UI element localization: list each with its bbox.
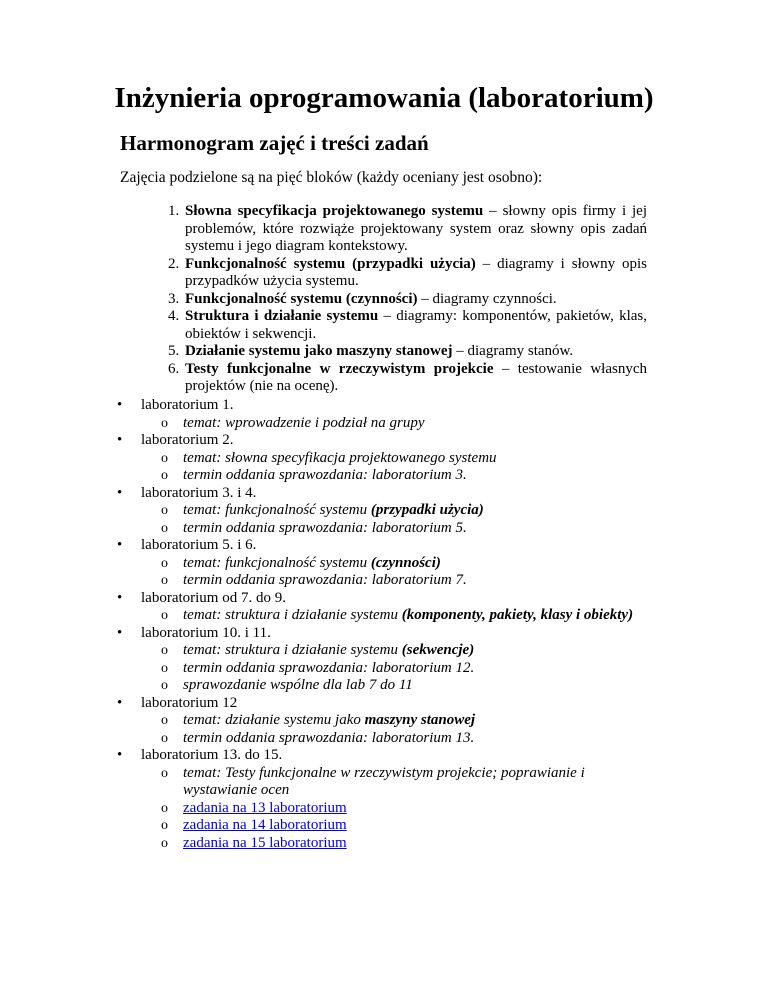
lab-detail: o temat: funkcjonalność systemu (czynności) — [183, 555, 650, 573]
tasks-link-item — [183, 817, 650, 835]
lab-detail: o sprawozdanie wspólne dla lab 7 do 11 — [183, 677, 650, 695]
tasks-link-lab13[interactable]: zadania na 13 laboratorium — [183, 799, 347, 816]
tasks-link-item — [183, 835, 650, 853]
labs-schedule — [120, 397, 650, 852]
lab-item — [141, 485, 650, 538]
tasks-link-item — [183, 800, 650, 818]
lab-detail: o temat: Testy funkcjonalne w rzeczywistym projekcie; poprawianie i wystawianie ocen — [183, 765, 650, 800]
page-title: Inżynieria oprogramowania (laboratorium) — [114, 82, 654, 114]
lab-item — [141, 590, 650, 625]
lab-item — [141, 747, 650, 852]
lab-label: laboratorium 12 — [141, 694, 238, 711]
lab-label: laboratorium 5. i 6. — [141, 537, 257, 553]
lab-label: laboratorium 10. i 11. — [141, 624, 271, 641]
lab-detail: o termin oddania sprawozdania: laboratorium 3. — [183, 467, 650, 485]
section-heading: Harmonogram zajęć i treści zadań — [120, 131, 429, 155]
lab-detail: o temat: struktura i działanie systemu (komponenty, pakiety, klasy i obiekty) — [183, 607, 650, 625]
lab-label: laboratorium 2. — [141, 432, 234, 448]
lab-label: laboratorium 1. — [141, 397, 234, 413]
lab-detail: o temat: funkcjonalność systemu (przypadki użycia) — [183, 502, 650, 520]
lab-detail: o temat: wprowadzenie i podział na grupy — [183, 415, 650, 433]
lab-detail: o termin oddania sprawozdania: laboratorium 13. — [183, 730, 650, 748]
lab-detail: o termin oddania sprawozdania: laboratorium 12. — [183, 660, 650, 678]
lab-item — [141, 432, 650, 485]
lab-item — [141, 625, 650, 695]
lab-detail: o termin oddania sprawozdania: laboratorium 7. — [183, 572, 650, 590]
block-item: 1. Słowna specyfikacja projektowanego systemu – słowny opis firmy i jej problemów, które rozwiąże projektowany system oraz słowny opis zadań systemu i jego diagram kontekstowy. — [183, 203, 647, 256]
blocks-list — [120, 203, 647, 396]
block-item: 6. Testy funkcjonalne w rzeczywistym projekcie – testowanie własnych projektów (nie na ocenę). — [183, 361, 647, 396]
lab-item — [141, 537, 650, 590]
lab-item — [141, 397, 650, 432]
block-item: 5. Działanie systemu jako maszyny stanowej – diagramy stanów. — [183, 343, 647, 361]
block-item: 3. Funkcjonalność systemu (czynności) – diagramy czynności. — [183, 291, 647, 309]
lab-detail: o termin oddania sprawozdania: laboratorium 5. — [183, 520, 650, 538]
lab-label: laboratorium od 7. do 9. — [141, 589, 286, 606]
lab-label: laboratorium 3. i 4. — [141, 484, 257, 501]
lab-item — [141, 695, 650, 748]
tasks-link-lab14[interactable]: zadania na 14 laboratorium — [183, 817, 347, 833]
lab-label: laboratorium 13. do 15. — [141, 747, 283, 763]
lab-detail: o temat: struktura i działanie systemu (sekwencje) — [183, 642, 650, 660]
block-item: 4. Struktura i działanie systemu – diagramy: komponentów, pakietów, klas, obiektów i sekwencji. — [183, 308, 647, 343]
lab-detail: o temat: słowna specyfikacja projektowanego systemu — [183, 450, 650, 468]
block-item: 2. Funkcjonalność systemu (przypadki użycia) – diagramy i słowny opis przypadków użycia systemu. — [183, 256, 647, 291]
tasks-link-lab15[interactable]: zadania na 15 laboratorium — [183, 834, 347, 851]
lab-detail: o temat: działanie systemu jako maszyny stanowej — [183, 712, 650, 730]
intro-text: Zajęcia podzielone są na pięć bloków (każdy oceniany jest osobno): — [120, 169, 543, 186]
